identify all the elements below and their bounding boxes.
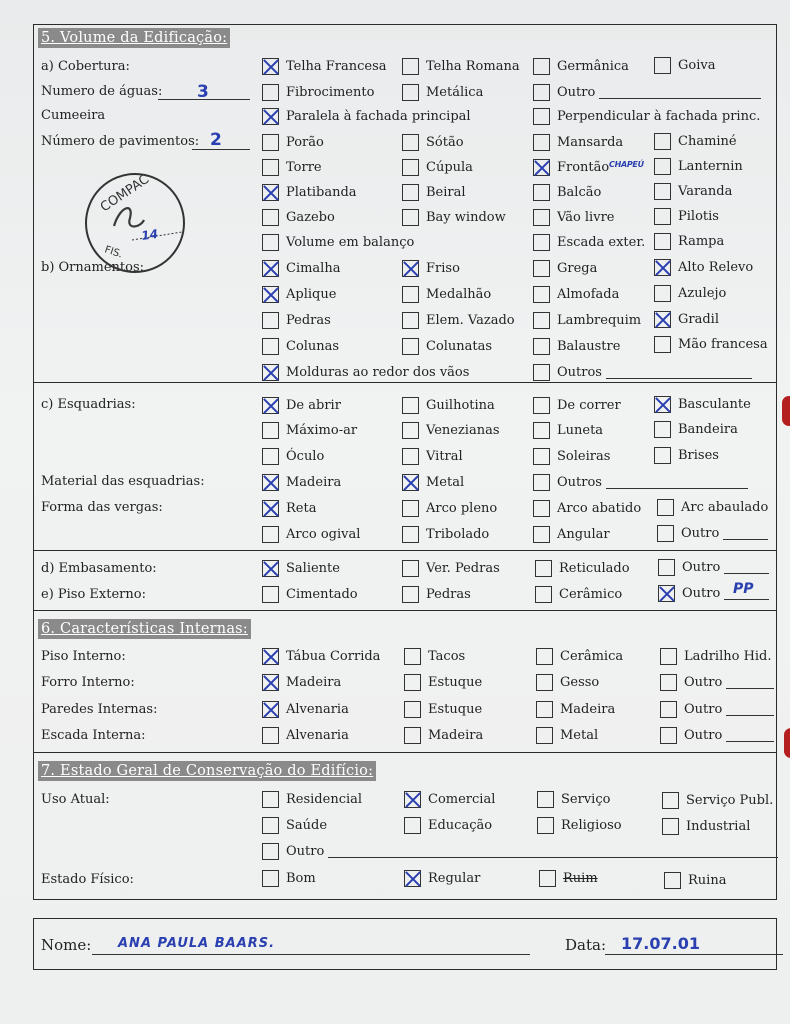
option-label: Brises xyxy=(678,448,719,463)
option-label: Pilotis xyxy=(678,209,719,224)
checkbox[interactable] xyxy=(536,701,553,718)
divider xyxy=(33,610,777,611)
option-label: Paralela à fachada principal xyxy=(286,109,471,124)
checkbox[interactable] xyxy=(262,338,279,355)
checkbox[interactable] xyxy=(654,336,671,353)
option-label: Alvenaria xyxy=(286,702,349,717)
checkbox[interactable] xyxy=(404,648,421,665)
option-label: Estuque xyxy=(428,675,483,690)
checkbox[interactable] xyxy=(404,727,421,744)
checkbox[interactable] xyxy=(262,159,279,176)
binder-pin xyxy=(784,728,790,758)
fill-in-blank xyxy=(599,82,761,99)
checkbox[interactable] xyxy=(402,338,419,355)
checkbox[interactable] xyxy=(535,560,552,577)
cumeeira-label: Cumeeira xyxy=(41,108,106,123)
checkbox[interactable] xyxy=(536,727,553,744)
option-label: Tribolado xyxy=(426,527,490,542)
checkbox[interactable] xyxy=(402,134,419,151)
binder-pin xyxy=(782,396,790,426)
option-label: Cúpula xyxy=(426,160,473,175)
checkbox[interactable] xyxy=(404,817,421,834)
section-conservacao-title: 7. Estado Geral de Conservação do Edifício: xyxy=(38,761,376,781)
option-label: Balaustre xyxy=(557,339,621,354)
option-label: Arco ogival xyxy=(286,527,361,542)
checkbox[interactable] xyxy=(533,397,550,414)
checkbox[interactable] xyxy=(404,870,421,887)
option-label: Religioso xyxy=(561,818,622,833)
option-label: Saúde xyxy=(286,818,328,833)
checkbox[interactable] xyxy=(533,526,550,543)
numero-aguas-label: Numero de águas: xyxy=(41,84,163,99)
option-label: Mansarda xyxy=(557,135,624,150)
checkbox[interactable] xyxy=(536,674,553,691)
checkbox[interactable] xyxy=(402,260,419,277)
option-label: Tábua Corrida xyxy=(286,649,381,664)
option-label: Beiral xyxy=(426,185,466,200)
option-label: Madeira xyxy=(560,702,616,717)
checkbox[interactable] xyxy=(262,727,279,744)
estado-fisico-label: Estado Físico: xyxy=(41,872,134,887)
option-label: Soleiras xyxy=(557,449,611,464)
checkbox[interactable] xyxy=(404,701,421,718)
option-label: Ver. Pedras xyxy=(426,561,500,576)
checkbox[interactable] xyxy=(660,648,677,665)
esquadrias-label: c) Esquadrias: xyxy=(41,397,136,412)
checkbox[interactable] xyxy=(537,817,554,834)
option-label: Elem. Vazado xyxy=(426,313,515,328)
checkbox[interactable] xyxy=(660,727,677,744)
option-label: Outro xyxy=(557,85,596,100)
numero-pavimentos-label: Número de pavimentos: xyxy=(41,134,200,149)
option-label: Ruim xyxy=(563,871,598,886)
escada-interna-label: Escada Interna: xyxy=(41,728,146,743)
option-label: Goiva xyxy=(678,58,716,73)
option-label: Pedras xyxy=(426,587,471,602)
uso-atual-label: Uso Atual: xyxy=(41,792,110,807)
option-label: Serviço xyxy=(561,792,611,807)
option-label: Bandeira xyxy=(678,422,738,437)
option-label: Serviço Publ. xyxy=(686,793,774,808)
checkbox[interactable] xyxy=(402,474,419,491)
option-label: Luneta xyxy=(557,423,604,438)
option-label: Escada exter. xyxy=(557,235,646,250)
checkbox[interactable] xyxy=(262,586,279,603)
option-label: Madeira xyxy=(286,475,342,490)
checkbox[interactable] xyxy=(654,158,671,175)
option-label: Colunatas xyxy=(426,339,493,354)
checkbox[interactable] xyxy=(654,421,671,438)
option-label: Cerâmica xyxy=(560,649,624,664)
option-label: Cimalha xyxy=(286,261,341,276)
option-label: Friso xyxy=(426,261,460,276)
option-label: De abrir xyxy=(286,398,341,413)
option-label: Comercial xyxy=(428,792,496,807)
checkbox[interactable] xyxy=(654,133,671,150)
checkbox[interactable] xyxy=(533,448,550,465)
checkbox[interactable] xyxy=(664,872,681,889)
checkbox[interactable] xyxy=(262,422,279,439)
option-label: Máximo-ar xyxy=(286,423,358,438)
checkbox[interactable] xyxy=(654,233,671,250)
fill-in-blank xyxy=(606,472,748,489)
checkbox[interactable] xyxy=(654,259,671,276)
checkbox[interactable] xyxy=(660,674,677,691)
fill-in-blank xyxy=(726,725,774,742)
checkbox[interactable] xyxy=(533,338,550,355)
checkbox[interactable] xyxy=(654,396,671,413)
checkbox[interactable] xyxy=(533,134,550,151)
checkbox[interactable] xyxy=(262,817,279,834)
checkbox[interactable] xyxy=(533,209,550,226)
forma-vergas-label: Forma das vergas: xyxy=(41,500,163,515)
checkbox[interactable] xyxy=(533,422,550,439)
option-label: Torre xyxy=(286,160,322,175)
checkbox[interactable] xyxy=(402,500,419,517)
option-label: Estuque xyxy=(428,702,483,717)
checkbox[interactable] xyxy=(402,159,419,176)
option-label: Balcão xyxy=(557,185,602,200)
checkbox[interactable] xyxy=(262,500,279,517)
stamp-fls-text: FIS. xyxy=(103,244,124,261)
checkbox[interactable] xyxy=(262,791,279,808)
option-label: Volume em balanço xyxy=(286,235,415,250)
checkbox[interactable] xyxy=(262,397,279,414)
option-label: Madeira xyxy=(428,728,484,743)
option-label: Guilhotina xyxy=(426,398,495,413)
piso-externo-outro-value: PP xyxy=(733,581,754,597)
option-label: Educação xyxy=(428,818,493,833)
checkbox[interactable] xyxy=(660,701,677,718)
option-label: Platibanda xyxy=(286,185,357,200)
option-label: Saliente xyxy=(286,561,340,576)
checkbox[interactable] xyxy=(533,108,550,125)
divider xyxy=(33,550,777,551)
checkbox[interactable] xyxy=(654,447,671,464)
checkbox[interactable] xyxy=(262,648,279,665)
option-label: Grega xyxy=(557,261,598,276)
option-label: Porão xyxy=(286,135,324,150)
option-label: Almofada xyxy=(557,287,620,302)
option-label: Aplique xyxy=(286,287,337,302)
data-value: 17.07.01 xyxy=(621,934,700,953)
checkbox[interactable] xyxy=(262,234,279,251)
fill-in-blank xyxy=(726,699,774,716)
paredes-internas-label: Paredes Internas: xyxy=(41,702,158,717)
option-label: Molduras ao redor dos vãos xyxy=(286,365,470,380)
option-label: Outros xyxy=(557,475,602,490)
checkbox[interactable] xyxy=(658,559,675,576)
ornamentos-label: b) Ornamentos: xyxy=(41,260,145,275)
checkbox[interactable] xyxy=(262,701,279,718)
checkbox[interactable] xyxy=(262,870,279,887)
section-volume-title: 5. Volume da Edificação: xyxy=(38,28,230,48)
option-label: Residencial xyxy=(286,792,363,807)
checkbox[interactable] xyxy=(662,818,679,835)
option-label: Colunas xyxy=(286,339,340,354)
option-label: Outro xyxy=(682,560,721,575)
checkbox[interactable] xyxy=(539,870,556,887)
option-label: Reta xyxy=(286,501,317,516)
checkbox[interactable] xyxy=(533,260,550,277)
checkbox[interactable] xyxy=(533,500,550,517)
checkbox[interactable] xyxy=(657,499,674,516)
option-label: Outro xyxy=(681,526,720,541)
option-label: Arc abaulado xyxy=(681,500,769,515)
checkbox[interactable] xyxy=(533,474,550,491)
checkbox[interactable] xyxy=(402,209,419,226)
fill-in-blank xyxy=(328,841,778,858)
checkbox[interactable] xyxy=(533,58,550,75)
checkbox[interactable] xyxy=(533,159,550,176)
checkbox[interactable] xyxy=(402,397,419,414)
option-label: Fibrocimento xyxy=(286,85,375,100)
option-label: Gazebo xyxy=(286,210,335,225)
checkbox[interactable] xyxy=(658,585,675,602)
option-label: Arco pleno xyxy=(426,501,498,516)
option-label: Telha Francesa xyxy=(286,59,387,74)
piso-interno-label: Piso Interno: xyxy=(41,649,126,664)
checkbox[interactable] xyxy=(402,184,419,201)
data-label: Data: xyxy=(565,936,606,954)
option-label: Sótão xyxy=(426,135,464,150)
option-label: Frontão xyxy=(557,160,610,175)
option-label: Mão francesa xyxy=(678,337,768,352)
checkbox[interactable] xyxy=(402,526,419,543)
option-label: Outros xyxy=(557,365,602,380)
option-label: Alto Relevo xyxy=(678,260,754,275)
option-label: Tacos xyxy=(428,649,466,664)
option-label: Pedras xyxy=(286,313,331,328)
checkbox[interactable] xyxy=(262,84,279,101)
option-label: Rampa xyxy=(678,234,725,249)
section-internas-title: 6. Características Internas: xyxy=(38,619,251,639)
option-label: Outro xyxy=(682,586,721,601)
checkbox[interactable] xyxy=(262,448,279,465)
checkbox[interactable] xyxy=(533,84,550,101)
checkbox[interactable] xyxy=(654,311,671,328)
fill-in-blank xyxy=(606,362,752,379)
checkbox[interactable] xyxy=(662,792,679,809)
checkbox[interactable] xyxy=(654,285,671,302)
numero-pavimentos-value: 2 xyxy=(210,130,222,150)
option-label: Ruina xyxy=(688,873,727,888)
option-label: Gradil xyxy=(678,312,719,327)
checkbox[interactable] xyxy=(262,526,279,543)
checkbox[interactable] xyxy=(402,312,419,329)
option-label: Reticulado xyxy=(559,561,630,576)
fill-in-blank xyxy=(726,672,774,689)
option-label: Outro xyxy=(286,844,325,859)
stamp-top-text: COMPAC xyxy=(97,171,153,216)
option-label: Chaminé xyxy=(678,134,737,149)
divider xyxy=(33,382,777,383)
numero-aguas-value: 3 xyxy=(197,82,209,102)
option-label: Lanternin xyxy=(678,159,743,174)
option-label: Angular xyxy=(557,527,610,542)
option-label: Regular xyxy=(428,871,481,886)
option-label: Perpendicular à fachada princ. xyxy=(557,109,761,124)
option-label: Metálica xyxy=(426,85,484,100)
option-label: Gesso xyxy=(560,675,600,690)
option-label: Telha Romana xyxy=(426,59,520,74)
checkbox[interactable] xyxy=(404,791,421,808)
checkbox[interactable] xyxy=(402,84,419,101)
option-label: Ladrilho Hid. xyxy=(684,649,772,664)
nome-label: Nome: xyxy=(41,936,92,954)
embasamento-label: d) Embasamento: xyxy=(41,561,157,576)
checkbox[interactable] xyxy=(262,843,279,860)
checkbox[interactable] xyxy=(262,184,279,201)
piso-externo-label: e) Piso Externo: xyxy=(41,587,146,602)
option-label: Outro xyxy=(684,702,723,717)
option-label: Bay window xyxy=(426,210,506,225)
signature-mark xyxy=(114,208,144,226)
checkbox[interactable] xyxy=(533,234,550,251)
material-esquadrias-label: Material das esquadrias: xyxy=(41,474,205,489)
checkbox[interactable] xyxy=(404,674,421,691)
checkbox[interactable] xyxy=(654,183,671,200)
checkbox[interactable] xyxy=(402,448,419,465)
option-label: De correr xyxy=(557,398,621,413)
checkbox[interactable] xyxy=(262,364,279,381)
checkbox[interactable] xyxy=(654,57,671,74)
checkbox[interactable] xyxy=(533,364,550,381)
checkbox[interactable] xyxy=(262,134,279,151)
frontao-handwritten-note: CHAPEÚ xyxy=(609,160,644,169)
option-label: Medalhão xyxy=(426,287,492,302)
option-label: Óculo xyxy=(286,449,325,464)
option-label: Vão livre xyxy=(557,210,615,225)
checkbox[interactable] xyxy=(262,474,279,491)
option-label: Varanda xyxy=(678,184,733,199)
checkbox[interactable] xyxy=(262,560,279,577)
fill-in-blank xyxy=(723,523,768,540)
checkbox[interactable] xyxy=(535,586,552,603)
nome-value: ANA PAULA BAARS. xyxy=(118,936,276,951)
option-label: Cerâmico xyxy=(559,587,623,602)
option-label: Bom xyxy=(286,871,316,886)
checkbox[interactable] xyxy=(402,422,419,439)
option-label: Industrial xyxy=(686,819,751,834)
checkbox[interactable] xyxy=(262,674,279,691)
option-label: Cimentado xyxy=(286,587,358,602)
option-label: Madeira xyxy=(286,675,342,690)
checkbox[interactable] xyxy=(657,525,674,542)
checkbox[interactable] xyxy=(654,208,671,225)
option-label: Azulejo xyxy=(678,286,727,301)
checkbox[interactable] xyxy=(262,58,279,75)
forro-interno-label: Forro Interno: xyxy=(41,675,135,690)
divider xyxy=(33,752,777,753)
fill-in-blank xyxy=(724,557,769,574)
checkbox[interactable] xyxy=(533,312,550,329)
option-label: Basculante xyxy=(678,397,751,412)
checkbox[interactable] xyxy=(533,184,550,201)
option-label: Germânica xyxy=(557,59,629,74)
option-label: Lambrequim xyxy=(557,313,642,328)
checkbox[interactable] xyxy=(402,560,419,577)
checkbox[interactable] xyxy=(262,312,279,329)
checkbox[interactable] xyxy=(533,286,550,303)
checkbox[interactable] xyxy=(262,286,279,303)
option-label: Alvenaria xyxy=(286,728,349,743)
checkbox[interactable] xyxy=(402,286,419,303)
checkbox[interactable] xyxy=(536,648,553,665)
checkbox[interactable] xyxy=(402,58,419,75)
cobertura-label: a) Cobertura: xyxy=(41,59,130,74)
checkbox[interactable] xyxy=(262,260,279,277)
option-label: Metal xyxy=(426,475,465,490)
checkbox[interactable] xyxy=(262,108,279,125)
checkbox[interactable] xyxy=(262,209,279,226)
option-label: Venezianas xyxy=(426,423,500,438)
checkbox[interactable] xyxy=(402,586,419,603)
option-label: Outro xyxy=(684,675,723,690)
option-label: Vitral xyxy=(426,449,463,464)
checkbox[interactable] xyxy=(537,791,554,808)
option-label: Metal xyxy=(560,728,599,743)
compac-stamp-seal xyxy=(82,170,188,276)
stamp-number: 14 xyxy=(140,226,159,243)
option-label: Arco abatido xyxy=(557,501,642,516)
option-label: Outro xyxy=(684,728,723,743)
